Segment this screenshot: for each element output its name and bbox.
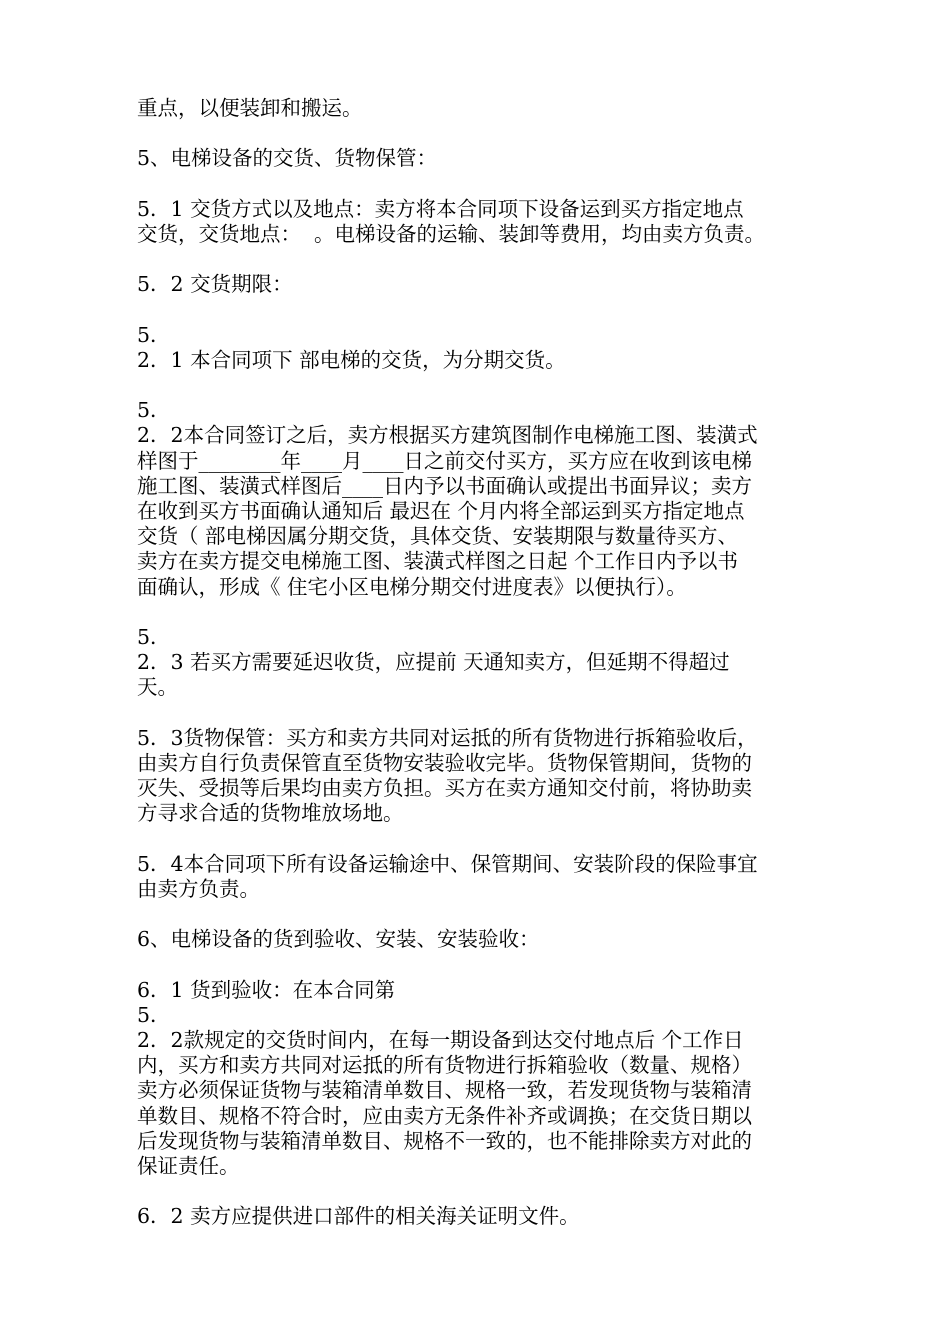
text-line: 2．2本合同签订之后，卖方根据买方建筑图制作电梯施工图、装潢式 [137,423,758,448]
text-line: 2．3 若买方需要延迟收货，应提前 天通知卖方，但延期不得超过 [137,650,730,675]
text-line: 内，买方和卖方共同对运抵的所有货物进行拆箱验收（数量、规格） [137,1053,752,1078]
paragraph-gap [137,952,827,977]
paragraph-gap [137,373,827,398]
text-line: 5． [137,398,171,423]
text-line: 6．1 货到验收：在本合同第 [137,977,396,1002]
text-line: 保证责任。 [137,1153,240,1178]
text-line: 施工图、装潢式样图后____日内予以书面确认或提出书面异议；卖方 [137,473,752,498]
text-line: 5．2 交货期限： [137,272,293,297]
text-line: 5． [137,322,171,347]
text-line: 卖方在卖方提交电梯施工图、装潢式样图之日起 个工作日内予以书 [137,549,739,574]
document-page [137,96,827,1229]
text-line: 6．2 卖方应提供进口部件的相关海关证明文件。 [137,1204,580,1229]
paragraph-gap [137,247,827,272]
text-line: 方寻求合适的货物堆放场地。 [137,801,404,826]
text-line: 5．3货物保管：买方和卖方共同对运抵的所有货物进行拆箱验收后， [137,725,758,750]
text-line: 5．1 交货方式以及地点：卖方将本合同项下设备运到买方指定地点 [137,196,744,221]
paragraph-gap [137,701,827,726]
text-line: 2．2款规定的交货时间内，在每一期设备到达交付地点后 个工作日 [137,1027,744,1052]
text-line: 后发现货物与装箱清单数目、规格不一致的，也不能排除卖方对此的 [137,1128,752,1153]
text-line: 由卖方自行负责保管直至货物安装验收完毕。货物保管期间，货物的 [137,750,752,775]
text-line: 在收到买方书面确认通知后 最迟在 个月内将全部运到买方指定地点 [137,499,745,523]
text-line: 面确认，形成《 住宅小区电梯分期交付进度表》以便执行）。 [137,574,687,599]
paragraph-gap [137,121,827,146]
paragraph-gap [137,826,827,851]
text-line: 5．4本合同项下所有设备运输途中、保管期间、安装阶段的保险事宜 [137,851,758,876]
paragraph-gap [137,902,827,927]
paragraph-gap [137,600,827,625]
text-line: 天。 [137,675,178,700]
text-line: 6、电梯设备的货到验收、安装、安装验收： [137,927,540,952]
text-line: 单数目、规格不符合时，应由卖方无条件补齐或调换；在交货日期以 [137,1103,752,1128]
paragraph-gap [137,1179,827,1204]
text-line: 由卖方负责。 [137,876,260,901]
text-line: 灭失、受损等后果均由卖方负担。买方在卖方通知交付前，将协助卖 [137,776,752,801]
text-line: 2．1 本合同项下 部电梯的交货，为分期交货。 [137,347,566,372]
text-line: 5、电梯设备的交货、货物保管： [137,146,438,171]
text-line: 交货（ 部电梯因属分期交货，具体交货、安装期限与数量待买方、 [137,524,739,549]
text-line: 交货，交货地点： 。电梯设备的运输、装卸等费用，均由卖方负责。 [137,221,766,246]
text-line: 卖方必须保证货物与装箱清单数目、规格一致，若发现货物与装箱清 [137,1078,752,1103]
text-line: 5． [137,1002,171,1027]
text-line: 重点，以便装卸和搬运。 [137,96,363,120]
text-line: 样图于________年____月____日之前交付买方，买方应在收到该电梯 [137,448,752,473]
text-line: 5． [137,624,171,649]
paragraph-gap [137,172,827,197]
paragraph-gap [137,298,827,323]
